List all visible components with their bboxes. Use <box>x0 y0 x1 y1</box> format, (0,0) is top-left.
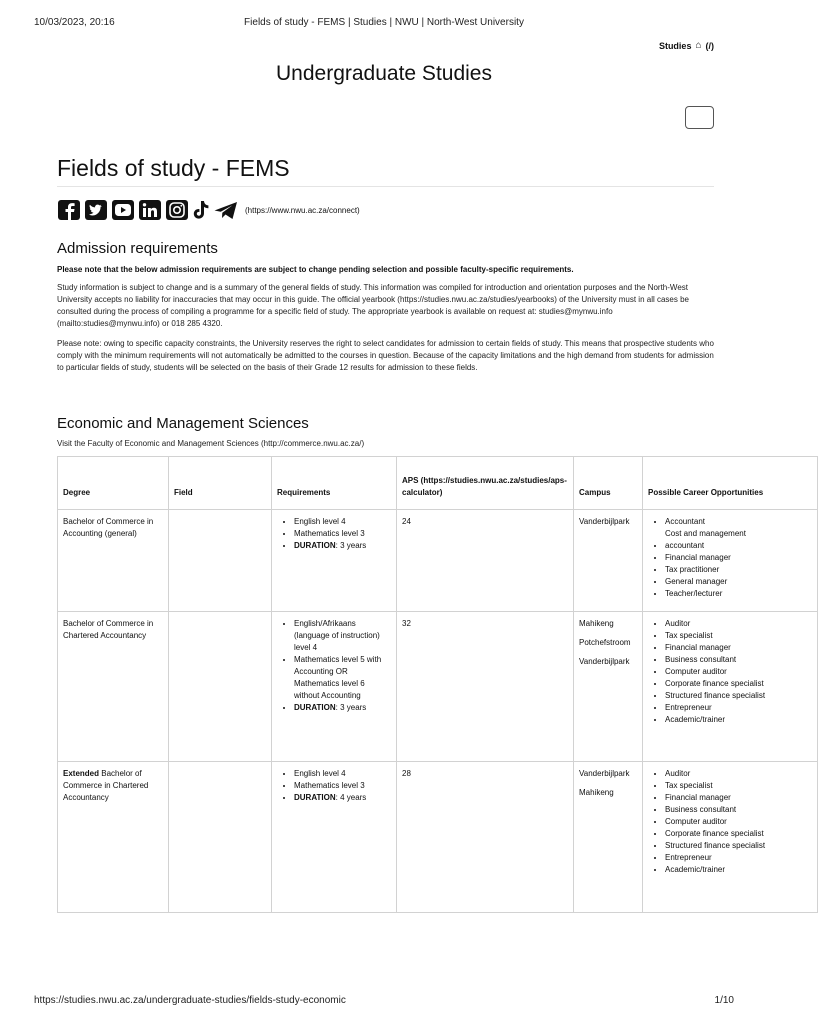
admission-paragraph-2: Please note: owing to specific capacity constraints, the University reserves the right to select candidates for admission to certain fields of study. This means that prospective students who comply with the minimum requirements will not automatically be admitted to the courses in question. Because of the capacity limitations and the high demand from students for admission to particular fields of study, students will be selected on the basis of their Grade 12 results for admission to these fields. <box>57 339 714 372</box>
career-item: • Auditor <box>665 768 812 780</box>
fields-of-study-table <box>57 456 818 913</box>
career-item: • Academic/trainer <box>665 864 812 876</box>
duration-value: : 4 years <box>335 793 367 802</box>
fields-table-container[interactable] <box>57 456 766 913</box>
career-item: • Structured finance specialist <box>665 840 812 852</box>
aps-cell: 32 <box>397 612 574 762</box>
page-url: https://studies.nwu.ac.za/undergraduate-studies/fields-study-economic <box>34 995 346 1006</box>
social-links <box>57 199 360 221</box>
campus-cell <box>574 762 643 913</box>
home-link-url[interactable]: (/) <box>705 40 714 51</box>
degree-cell <box>58 762 169 913</box>
career-item: • Financial manager <box>665 642 812 654</box>
admission-notice: Please note that the below admission requirements are subject to change pending selection and possible faculty-specific requirements. <box>57 265 574 274</box>
page-number: 1/10 <box>714 995 734 1006</box>
connect-link[interactable]: (https://www.nwu.ac.za/connect) <box>245 205 360 215</box>
twitter-icon[interactable] <box>84 199 108 221</box>
career-item: • Financial manager <box>665 792 812 804</box>
career-item: • Computer auditor <box>665 666 812 678</box>
career-item: • Accountant <box>665 516 812 528</box>
duration-value: : 3 years <box>335 541 367 550</box>
duration-label: DURATION <box>294 541 336 550</box>
campus-name: Potchefstroom <box>579 638 631 647</box>
careers-cell <box>643 510 818 612</box>
home-icon[interactable]: ⌂ <box>695 40 702 51</box>
career-item: • Business consultant <box>665 654 812 666</box>
requirements-cell <box>272 762 397 913</box>
page-title: Fields of study - FEMS <box>57 155 290 181</box>
campus-name: Vanderbijlpark <box>579 657 630 666</box>
field-cell <box>169 762 272 913</box>
requirement-item: • English level 4 <box>294 768 391 780</box>
degree-header: Degree <box>58 457 169 510</box>
degree-cell: Bachelor of Commerce in Chartered Accountancy <box>58 612 169 762</box>
career-item: • Structured finance specialist <box>665 690 812 702</box>
field-header: Field <box>169 457 272 510</box>
faculty-visit-link[interactable]: Visit the Faculty of Economic and Management Sciences (http://commerce.nwu.ac.za/) <box>57 439 365 448</box>
print-page-title: Fields of study - FEMS | Studies | NWU | North-West University <box>244 17 524 28</box>
requirement-item: • Mathematics level 5 with Accounting OR Mathematics level 6 without Accounting <box>294 654 391 702</box>
requirement-item: • Mathematics level 3 <box>294 780 391 792</box>
career-text: Cost and management accountant <box>665 529 746 550</box>
aps-cell: 28 <box>397 762 574 913</box>
studies-breadcrumb[interactable] <box>659 40 714 51</box>
admission-paragraph-1: Study information is subject to change and is a summary of the general fields of study. This information was compiled for introduction and orientation purposes and the North-West University accepts no liability for inaccuracies that may occur in this guide. The official yearbook (https://studies.nwu.ac.za/studies/yearbooks) of the University must in all cases be consulted during the process of compiling a programme for a specific field of study. The appropriate yearbook is available on request at: studies@mynwu.info (mailto:studies@mynwu.info) or 018 285 4320. <box>57 283 689 328</box>
title-divider <box>57 186 714 187</box>
field-cell <box>169 612 272 762</box>
duration-label: DURATION <box>294 703 336 712</box>
requirement-item: • English level 4 <box>294 516 391 528</box>
career-item: • Entrepreneur <box>665 852 812 864</box>
table-row <box>58 762 818 913</box>
campus-name: Mahikeng <box>579 788 614 797</box>
careers-cell <box>643 612 818 762</box>
print-datetime: 10/03/2023, 20:16 <box>34 17 115 28</box>
menu-toggle-button[interactable] <box>685 106 714 129</box>
instagram-icon[interactable] <box>165 199 189 221</box>
career-item: • Corporate finance specialist <box>665 678 812 690</box>
career-item: • Entrepreneur <box>665 702 812 714</box>
career-item: • Business consultant <box>665 804 812 816</box>
requirements-header: Requirements <box>272 457 397 510</box>
career-item: • Financial manager <box>665 552 812 564</box>
duration-item <box>294 792 391 804</box>
career-item: • General manager <box>665 576 812 588</box>
campus-cell <box>574 612 643 762</box>
duration-item <box>294 702 391 714</box>
career-item: • Tax specialist <box>665 780 812 792</box>
career-item: • Teacher/lecturer <box>665 588 812 600</box>
careers-header: Possible Career Opportunities <box>643 457 818 510</box>
youtube-icon[interactable] <box>111 199 135 221</box>
campus-cell <box>574 510 643 612</box>
career-item: • Corporate finance specialist <box>665 828 812 840</box>
studies-link-label[interactable]: Studies <box>658 40 692 51</box>
requirement-item: • English/Afrikaans (language of instruction) level 4 <box>294 618 391 654</box>
admission-heading: Admission requirements <box>57 240 218 257</box>
campus-name: Mahikeng <box>579 619 614 628</box>
aps-header[interactable]: APS (https://studies.nwu.ac.za/studies/aps-calculator) <box>397 457 574 510</box>
duration-value: : 3 years <box>335 703 367 712</box>
duration-item <box>294 540 391 552</box>
career-item <box>665 528 812 552</box>
aps-cell: 24 <box>397 510 574 612</box>
career-item: • Computer auditor <box>665 816 812 828</box>
career-item: • Auditor <box>665 618 812 630</box>
requirements-cell <box>272 510 397 612</box>
field-cell <box>169 510 272 612</box>
requirements-cell <box>272 612 397 762</box>
table-row <box>58 510 818 612</box>
site-title: Undergraduate Studies <box>276 62 492 85</box>
degree-extended-label: Extended <box>63 769 100 778</box>
duration-label: DURATION <box>294 793 336 802</box>
careers-cell <box>643 762 818 913</box>
degree-name: Bachelor of Commerce in Chartered Accountancy <box>63 769 149 802</box>
career-item: • Tax specialist <box>665 630 812 642</box>
telegram-icon[interactable] <box>213 199 239 221</box>
campus-name: Vanderbijlpark <box>579 769 630 778</box>
table-header-row <box>58 457 818 510</box>
career-item: • Tax practitioner <box>665 564 812 576</box>
linkedin-icon[interactable] <box>138 199 162 221</box>
career-item: • Academic/trainer <box>665 714 812 726</box>
tiktok-icon[interactable] <box>192 199 210 221</box>
campus-name: Vanderbijlpark <box>579 517 630 526</box>
campus-header: Campus <box>574 457 643 510</box>
table-row <box>58 612 818 762</box>
facebook-icon[interactable] <box>57 199 81 221</box>
requirement-item: • Mathematics level 3 <box>294 528 391 540</box>
degree-cell: Bachelor of Commerce in Accounting (general) <box>58 510 169 612</box>
ems-heading: Economic and Management Sciences <box>57 415 309 432</box>
